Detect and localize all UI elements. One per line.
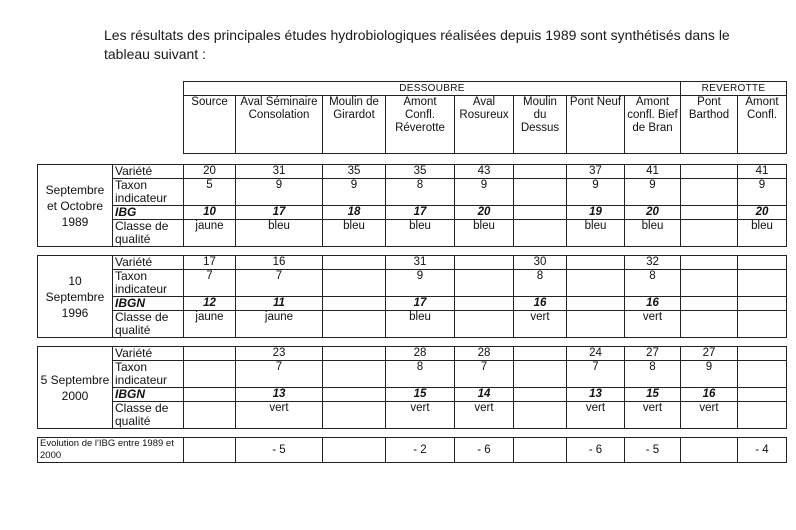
value-cell: 23 (236, 347, 323, 361)
quality-class-cell: vert (514, 311, 567, 338)
value-cell (455, 256, 514, 270)
value-cell: 9 (323, 179, 386, 206)
value-cell: 8 (514, 270, 567, 297)
value-cell (455, 297, 514, 311)
campaign-date: 5 Septembre 2000 (38, 347, 113, 429)
evolution-value: - 2 (386, 438, 455, 463)
quality-class-cell: bleu (455, 220, 514, 247)
row-label: Classe de qualité (113, 311, 184, 338)
quality-class-cell (738, 402, 787, 429)
evolution-value (323, 438, 386, 463)
value-cell (738, 297, 787, 311)
value-cell (738, 388, 787, 402)
quality-class-cell (738, 311, 787, 338)
quality-class-cell: jaune (184, 311, 236, 338)
campaign-2-classe-row (38, 402, 787, 429)
value-cell: 27 (625, 347, 681, 361)
value-cell: 31 (236, 165, 323, 179)
value-cell: 7 (236, 270, 323, 297)
value-cell: 11 (236, 297, 323, 311)
quality-class-cell (514, 220, 567, 247)
value-cell: 8 (386, 361, 455, 388)
value-cell: 24 (567, 347, 625, 361)
evolution-value (514, 438, 567, 463)
value-cell: 7 (184, 270, 236, 297)
row-label: IBGN (113, 297, 184, 311)
campaign-0-classe-row (38, 220, 787, 247)
value-cell (738, 270, 787, 297)
evolution-label: Evolution de l'IBG entre 1989 et 2000 (38, 438, 184, 463)
value-cell (681, 165, 738, 179)
campaign-0-variete-row (38, 165, 787, 179)
campaign-2-indice-row (38, 388, 787, 402)
evolution-value: - 6 (567, 438, 625, 463)
row-label: Variété (113, 165, 184, 179)
quality-class-cell: bleu (567, 220, 625, 247)
evolution-value: - 6 (455, 438, 514, 463)
station-header: Amont confl. Bief de Bran (625, 96, 681, 154)
row-label: IBG (113, 206, 184, 220)
value-cell: 28 (455, 347, 514, 361)
station-header: Moulin du Dessus (514, 96, 567, 154)
value-cell: 13 (236, 388, 323, 402)
value-cell: 9 (386, 270, 455, 297)
row-label: Classe de qualité (113, 220, 184, 247)
quality-class-cell (323, 402, 386, 429)
value-cell (681, 206, 738, 220)
value-cell: 15 (386, 388, 455, 402)
value-cell: 32 (625, 256, 681, 270)
quality-class-cell (514, 402, 567, 429)
value-cell: 17 (184, 256, 236, 270)
value-cell: 37 (567, 165, 625, 179)
value-cell (323, 347, 386, 361)
corner-blank (113, 82, 184, 96)
value-cell: 9 (567, 179, 625, 206)
value-cell: 17 (236, 206, 323, 220)
value-cell (323, 297, 386, 311)
value-cell (738, 256, 787, 270)
value-cell (681, 270, 738, 297)
value-cell: 20 (738, 206, 787, 220)
river-header-row (38, 82, 787, 96)
value-cell: 14 (455, 388, 514, 402)
campaign-date: 10 Septembre 1996 (38, 256, 113, 338)
value-cell (567, 270, 625, 297)
quality-class-cell: vert (236, 402, 323, 429)
value-cell (184, 347, 236, 361)
quality-class-cell: bleu (386, 311, 455, 338)
quality-class-cell: jaune (236, 311, 323, 338)
campaign-0-indice-row (38, 206, 787, 220)
value-cell: 10 (184, 206, 236, 220)
value-cell: 9 (236, 179, 323, 206)
campaign-1-indice-row (38, 297, 787, 311)
value-cell (514, 165, 567, 179)
value-cell (514, 206, 567, 220)
campaign-1-taxon-row (38, 270, 787, 297)
value-cell: 8 (386, 179, 455, 206)
value-cell: 7 (455, 361, 514, 388)
value-cell: 41 (738, 165, 787, 179)
value-cell (323, 361, 386, 388)
evolution-value (681, 438, 738, 463)
campaign-2-taxon-row (38, 361, 787, 388)
quality-class-cell: vert (681, 402, 738, 429)
campaign-1-classe-row (38, 311, 787, 338)
value-cell (514, 179, 567, 206)
value-cell: 9 (738, 179, 787, 206)
row-label: Variété (113, 256, 184, 270)
station-header: Source (184, 96, 236, 154)
value-cell: 20 (184, 165, 236, 179)
station-header-row (38, 96, 787, 154)
value-cell: 27 (681, 347, 738, 361)
corner-blank (38, 82, 113, 96)
value-cell: 20 (455, 206, 514, 220)
quality-class-cell (184, 402, 236, 429)
station-header: Aval Rosureux (455, 96, 514, 154)
value-cell (455, 270, 514, 297)
quality-class-cell (323, 311, 386, 338)
value-cell: 20 (625, 206, 681, 220)
corner-blank (113, 96, 184, 154)
campaign-date: Septembre et Octobre 1989 (38, 165, 113, 247)
evolution-value: - 5 (236, 438, 323, 463)
quality-class-cell (567, 311, 625, 338)
station-header: Amont Confl. Réverotte (386, 96, 455, 154)
campaign-1-variete-row (38, 256, 787, 270)
value-cell (514, 347, 567, 361)
value-cell (738, 361, 787, 388)
evolution-value (184, 438, 236, 463)
value-cell (323, 270, 386, 297)
quality-class-cell: bleu (236, 220, 323, 247)
quality-class-cell: vert (386, 402, 455, 429)
value-cell: 9 (681, 361, 738, 388)
quality-class-cell (455, 311, 514, 338)
river-dessoubre: DESSOUBRE (184, 82, 681, 96)
value-cell: 28 (386, 347, 455, 361)
station-header: Amont Confl. (738, 96, 787, 154)
value-cell: 30 (514, 256, 567, 270)
value-cell (184, 388, 236, 402)
evolution-row (38, 438, 787, 463)
value-cell: 43 (455, 165, 514, 179)
value-cell: 16 (625, 297, 681, 311)
value-cell (323, 388, 386, 402)
station-header: Pont Barthod (681, 96, 738, 154)
value-cell: 15 (625, 388, 681, 402)
evolution-value: - 4 (738, 438, 787, 463)
value-cell (323, 256, 386, 270)
value-cell: 17 (386, 297, 455, 311)
row-label: IBGN (113, 388, 184, 402)
value-cell: 35 (323, 165, 386, 179)
value-cell: 9 (455, 179, 514, 206)
quality-class-cell: bleu (386, 220, 455, 247)
value-cell: 7 (236, 361, 323, 388)
row-label: Taxon indicateur (113, 179, 184, 206)
quality-class-cell: jaune (184, 220, 236, 247)
value-cell: 16 (681, 388, 738, 402)
value-cell (681, 297, 738, 311)
station-header: Pont Neuf (567, 96, 625, 154)
quality-class-cell: vert (455, 402, 514, 429)
value-cell: 17 (386, 206, 455, 220)
value-cell: 8 (625, 270, 681, 297)
quality-class-cell: vert (567, 402, 625, 429)
value-cell: 13 (567, 388, 625, 402)
quality-class-cell: bleu (323, 220, 386, 247)
river-reverotte: REVEROTTE (681, 82, 787, 96)
corner-blank (38, 96, 113, 154)
value-cell (514, 388, 567, 402)
quality-class-cell: bleu (738, 220, 787, 247)
value-cell: 9 (625, 179, 681, 206)
quality-class-cell: vert (625, 311, 681, 338)
value-cell: 7 (567, 361, 625, 388)
quality-class-cell (681, 220, 738, 247)
value-cell: 16 (236, 256, 323, 270)
quality-class-cell: vert (625, 402, 681, 429)
value-cell (567, 256, 625, 270)
value-cell: 16 (514, 297, 567, 311)
value-cell (738, 347, 787, 361)
value-cell: 41 (625, 165, 681, 179)
value-cell: 18 (323, 206, 386, 220)
value-cell: 35 (386, 165, 455, 179)
campaign-2-variete-row (38, 347, 787, 361)
intro-text: Les résultats des principales études hydrobiologiques réalisées depuis 1989 sont synthétisés dans le tableau suivant : (104, 27, 730, 62)
value-cell (681, 179, 738, 206)
value-cell (184, 361, 236, 388)
row-label: Variété (113, 347, 184, 361)
value-cell: 31 (386, 256, 455, 270)
value-cell (681, 256, 738, 270)
value-cell (514, 361, 567, 388)
value-cell: 5 (184, 179, 236, 206)
row-label: Taxon indicateur (113, 361, 184, 388)
value-cell: 8 (625, 361, 681, 388)
quality-class-cell (681, 311, 738, 338)
station-header: Moulin de Girardot (323, 96, 386, 154)
quality-class-cell: bleu (625, 220, 681, 247)
value-cell (567, 297, 625, 311)
evolution-value: - 5 (625, 438, 681, 463)
value-cell: 19 (567, 206, 625, 220)
row-label: Classe de qualité (113, 402, 184, 429)
row-label: Taxon indicateur (113, 270, 184, 297)
campaign-0-taxon-row (38, 179, 787, 206)
value-cell: 12 (184, 297, 236, 311)
station-header: Aval Séminaire Consolation (236, 96, 323, 154)
results-table (37, 81, 787, 463)
